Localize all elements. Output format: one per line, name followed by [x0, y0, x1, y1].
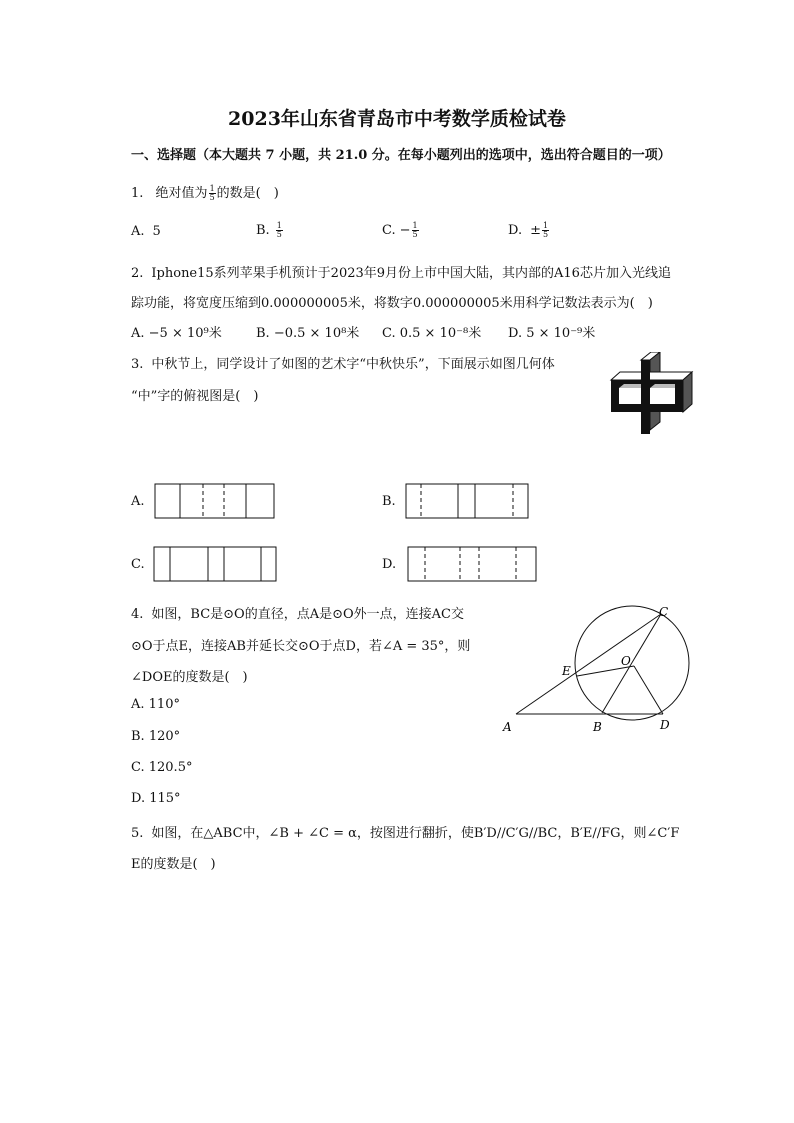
point-label-b: B	[593, 720, 602, 734]
option-d: D. 5 × 10⁻⁹米	[508, 326, 596, 341]
fraction: $\frac{1}{5}$	[209, 184, 215, 202]
zhong-solid-figure	[608, 352, 694, 436]
stem-text: 的数是( )	[216, 186, 279, 201]
option-a: A. −5 × 10⁹米	[131, 326, 222, 341]
option-c: C. − $\frac{1}{5}$	[382, 221, 418, 239]
option-d-top-view	[407, 546, 539, 584]
point-label-a: A	[503, 720, 512, 734]
option-d: D. 115°	[131, 791, 181, 806]
point-label-c: C	[659, 605, 669, 619]
option-d: D. ± $\frac{1}{5}$	[508, 221, 549, 239]
option-c: C. 0.5 × 10⁻⁸米	[382, 326, 482, 341]
point-label-e: E	[562, 664, 571, 678]
option-b: B. 120°	[131, 729, 181, 744]
option-a: A. 5	[131, 224, 161, 239]
option-b: B. $\frac{1}{5}$	[256, 221, 282, 239]
stem-text: 绝对值为	[155, 186, 208, 201]
option-c-label: C.	[131, 557, 145, 572]
question-4-line-2: ⊙O于点E，连接AB并延长交⊙O于点D，若∠A = 35°，则	[131, 639, 471, 654]
option-b-top-view	[405, 483, 531, 521]
page-title: 2023年山东省青岛市中考数学质检试卷	[228, 108, 566, 130]
circle-geometry-figure	[496, 600, 700, 740]
question-1-stem	[131, 182, 279, 202]
option-a-label: A.	[131, 494, 145, 509]
point-label-o: O	[621, 654, 631, 668]
option-c: C. 120.5°	[131, 760, 193, 775]
question-number: 1.	[131, 186, 144, 201]
option-a-top-view	[154, 483, 276, 521]
question-5-line-1: 5. 如图，在△ABC中，∠B + ∠C = α，按图进行翻折，使B′D//C′G//BC，B′E//FG，则∠C′F	[131, 826, 680, 841]
option-b: B. −0.5 × 10⁸米	[256, 326, 360, 341]
option-c-top-view	[153, 546, 279, 584]
question-2-line-2: 踪功能，将宽度压缩到0.000000005米，将数字0.000000005米用科学记数法表示为( )	[131, 296, 653, 311]
section-heading: 一、选择题（本大题共 7 小题，共 21.0 分。在每小题列出的选项中，选出符合题目的一项）	[131, 148, 671, 163]
option-a: A. 110°	[131, 697, 180, 712]
question-4-line-3: ∠DOE的度数是( )	[131, 670, 248, 685]
question-3-line-2: “中”字的俯视图是( )	[131, 389, 259, 404]
question-4-line-1: 4. 如图，BC是⊙O的直径，点A是⊙O外一点，连接AC交	[131, 607, 464, 622]
point-label-d: D	[660, 718, 670, 732]
option-d-label: D.	[382, 557, 397, 572]
question-5-line-2: E的度数是( )	[131, 857, 216, 872]
option-b-label: B.	[382, 494, 396, 509]
question-2-line-1: 2. Iphone15系列苹果手机预计于2023年9月份上市中国大陆，其内部的A16芯片加入光线追	[131, 266, 671, 281]
question-3-line-1: 3. 中秋节上，同学设计了如图的艺术字“中秋快乐”，下面展示如图几何体	[131, 357, 555, 372]
